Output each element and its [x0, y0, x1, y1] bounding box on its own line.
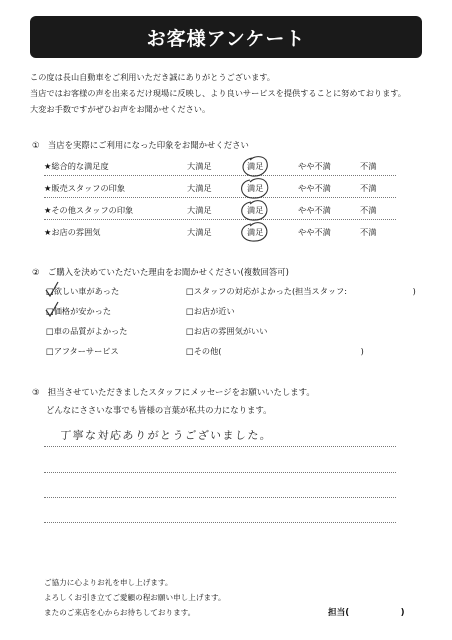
rating-row [44, 178, 396, 198]
rating-item-label: ★総合的な満足度 [44, 161, 109, 171]
option-satisfied[interactable]: 満足 [247, 161, 264, 171]
q3-heading: ③ 担当させていただきましたスタッフにメッセージをお願いいたします。 [32, 387, 315, 397]
option-dissatisfied[interactable]: 不満 [360, 161, 377, 171]
reason-checkbox-quality[interactable]: □車の品質がよかった [46, 326, 128, 336]
message-line [44, 497, 396, 498]
message-line [44, 472, 396, 473]
rating-row [44, 156, 396, 176]
reason-checkbox-nearby[interactable]: □お店が近い [186, 306, 235, 316]
intro-line: この度は長山自動車をご利用いただき誠にありがとうございます。 [30, 72, 275, 82]
option-dissatisfied[interactable]: 不満 [360, 183, 377, 193]
rating-item-label: ★販売スタッフの印象 [44, 183, 126, 193]
rating-item-label: ★お店の雰囲気 [44, 227, 101, 237]
option-somewhat-dissatisfied[interactable]: やや不満 [298, 161, 331, 171]
option-somewhat-dissatisfied[interactable]: やや不満 [298, 183, 331, 193]
rating-row [44, 222, 396, 242]
option-dissatisfied[interactable]: 不満 [360, 205, 377, 215]
intro-line: 当店ではお客様の声を出来るだけ現場に反映し、より良いサービスを提供することに努めております。 [30, 88, 406, 98]
option-somewhat-dissatisfied[interactable]: やや不満 [298, 227, 331, 237]
option-satisfied[interactable]: 満足 [247, 183, 264, 193]
option-dissatisfied[interactable]: 不満 [360, 227, 377, 237]
survey-title: お客様アンケート [30, 16, 422, 58]
option-very-satisfied[interactable]: 大満足 [187, 183, 212, 193]
rating-row [44, 200, 396, 220]
reason-checkbox-price[interactable]: □価格が安かった [46, 306, 112, 316]
q3-subheading: どんなにささいな事でも皆様の言葉が私共の力になります。 [46, 405, 272, 415]
reason-checkbox-after-service[interactable]: □アフターサービス [46, 346, 119, 356]
reason-checkbox-staff[interactable]: □スタッフの対応がよかった(担当スタッフ: ) [186, 286, 416, 296]
option-somewhat-dissatisfied[interactable]: やや不満 [298, 205, 331, 215]
option-satisfied[interactable]: 満足 [247, 227, 264, 237]
option-very-satisfied[interactable]: 大満足 [187, 205, 212, 215]
intro-line: 大変お手数ですがぜひお声をお聞かせください。 [30, 104, 211, 114]
closing-line: よろしくお引き立てご愛顧の程お願い申し上げます。 [44, 593, 226, 602]
option-very-satisfied[interactable]: 大満足 [187, 161, 212, 171]
staff-name-field[interactable]: 担当( ) [328, 608, 405, 618]
reason-checkbox-other[interactable]: □その他( ) [186, 346, 364, 356]
handwritten-message[interactable]: 丁寧な対応ありがとうございました。 [59, 429, 274, 442]
message-line [44, 522, 396, 523]
q2-heading: ② ご購入を決めていただいた理由をお聞かせください(複数回答可) [32, 267, 289, 277]
message-line [44, 446, 396, 447]
reason-checkbox-wanted-car[interactable]: □欲しい車があった [46, 286, 120, 296]
closing-line: またのご来店を心からお待ちしております。 [44, 608, 196, 617]
option-satisfied[interactable]: 満足 [247, 205, 264, 215]
closing-line: ご協力に心よりお礼を申し上げます。 [44, 578, 173, 587]
q1-heading: ① 当店を実際にご利用になった印象をお聞かせください [32, 140, 249, 150]
option-very-satisfied[interactable]: 大満足 [187, 227, 212, 237]
reason-checkbox-atmosphere[interactable]: □お店の雰囲気がいい [186, 326, 268, 336]
rating-item-label: ★その他スタッフの印象 [44, 205, 134, 215]
